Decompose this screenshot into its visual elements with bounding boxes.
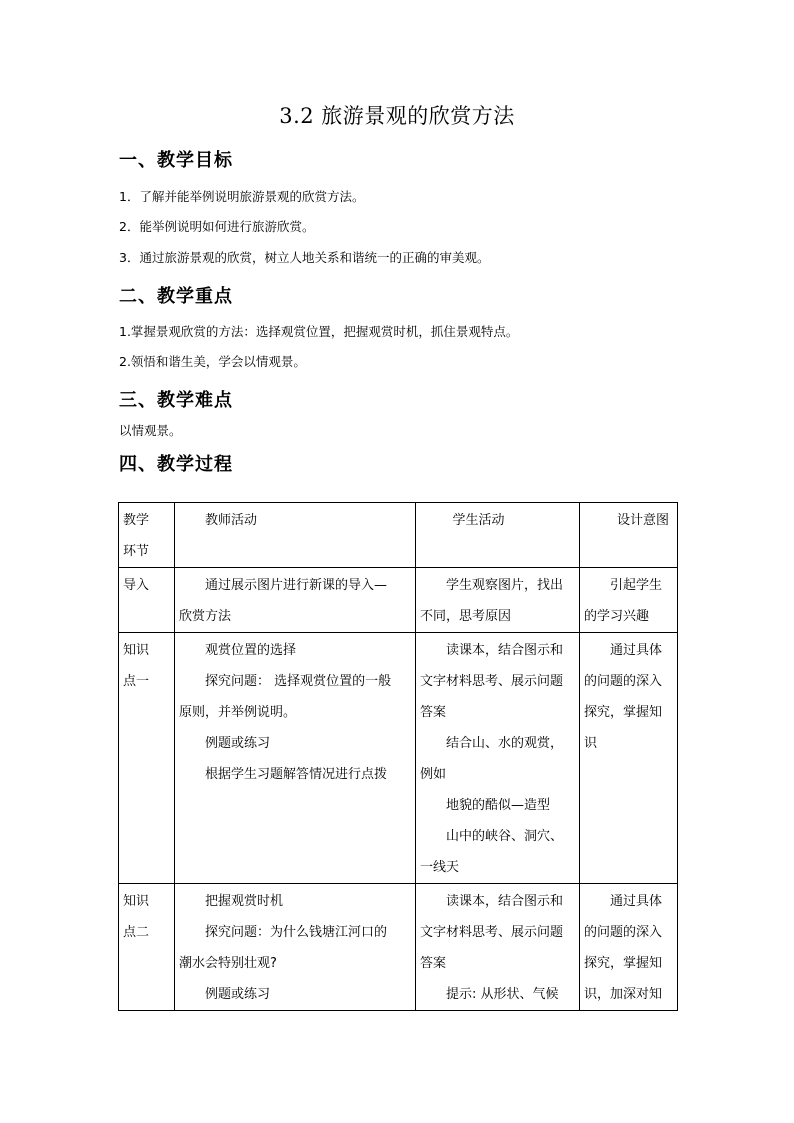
key-point-item-1: 1.掌握景观欣赏的方法：选择观赏位置，把握观赏时机，抓住景观特点。 (119, 324, 519, 339)
difficulty-text: 以情观景。 (119, 423, 182, 438)
intent-line: 引起学生 (610, 578, 663, 593)
header-teacher-label: 教师活动 (205, 513, 258, 528)
stage-line: 知识 (123, 643, 150, 658)
section-heading-process: 四、教学过程 (119, 454, 233, 475)
student-line: 一线天 (420, 860, 460, 875)
teaching-process-table (118, 502, 678, 1011)
section-heading-goals: 一、教学目标 (119, 150, 233, 171)
intent-line: 通过具体 (610, 894, 663, 909)
stage-cell (119, 568, 175, 633)
student-line: 山中的峡谷、洞穴、 (446, 829, 564, 844)
intent-line: 识 (584, 736, 598, 751)
document-title: 3.2 旅游景观的欣赏方法 (279, 104, 515, 128)
teacher-line: 把握观赏时机 (205, 894, 284, 909)
teacher-cell (175, 884, 416, 1011)
table-row (119, 884, 678, 1011)
student-line: 结合山、水的观赏， (446, 736, 564, 751)
intent-line: 探究，掌握知 (584, 956, 663, 971)
intent-line: 的学习兴趣 (584, 609, 650, 624)
student-cell (416, 568, 580, 633)
table-header-row (119, 503, 678, 568)
intent-cell (580, 568, 678, 633)
teacher-line: 潮水会特别壮观? (179, 956, 277, 971)
goal-item-2: 2．能举例说明如何进行旅游欣赏。 (119, 219, 315, 234)
header-teacher (175, 503, 416, 568)
teacher-line: 探究问题：为什么钱塘江河口的 (205, 925, 388, 940)
intent-line: 通过具体 (610, 643, 663, 658)
table-row (119, 633, 678, 884)
teacher-cell (175, 568, 416, 633)
section-heading-difficulties: 三、教学难点 (119, 390, 233, 411)
intent-line: 的问题的深入 (584, 674, 663, 689)
goal-item-3: 3．通过旅游景观的欣赏，树立人地关系和谐统一的正确的审美观。 (119, 250, 490, 265)
header-student (416, 503, 580, 568)
stage-line: 点一 (123, 674, 150, 689)
header-student-label: 学生活动 (452, 513, 505, 528)
student-line: 学生观察图片，找出 (446, 578, 564, 593)
intent-line: 识，加深对知 (584, 987, 663, 1002)
header-intent-label: 设计意图 (616, 513, 669, 528)
intent-cell (580, 884, 678, 1011)
teacher-line: 根据学生习题解答情况进行点拨 (205, 767, 388, 782)
header-stage (119, 503, 175, 568)
stage-line: 点二 (123, 925, 150, 940)
intent-line: 的问题的深入 (584, 925, 663, 940)
student-line: 文字材料思考、展示问题 (420, 925, 564, 940)
teacher-cell (175, 633, 416, 884)
teacher-line: 原则，并举例说明。 (179, 705, 297, 720)
goal-item-1: 1．了解并能举例说明旅游景观的欣赏方法。 (119, 189, 365, 204)
stage-line: 知识 (123, 894, 150, 909)
teacher-line: 探究问题： 选择观赏位置的一般 (205, 674, 392, 689)
teacher-line: 例题或练习 (205, 736, 271, 751)
stage-cell (119, 633, 175, 884)
table-row (119, 568, 678, 633)
key-point-item-2: 2.领悟和谐生美，学会以情观景。 (119, 354, 306, 369)
header-stage-line: 环节 (123, 544, 150, 559)
student-line: 不同，思考原因 (420, 609, 512, 624)
student-line: 提示: 从形状、气候 (446, 987, 559, 1002)
teacher-line: 观赏位置的选择 (205, 643, 297, 658)
student-line: 读课本，结合图示和 (446, 894, 564, 909)
student-cell (416, 884, 580, 1011)
student-line: 读课本，结合图示和 (446, 643, 564, 658)
student-line: 答案 (420, 956, 447, 971)
student-line: 文字材料思考、展示问题 (420, 674, 564, 689)
student-line: 例如 (420, 767, 447, 782)
student-cell (416, 633, 580, 884)
stage-line: 导入 (123, 578, 150, 593)
section-heading-key-points: 二、教学重点 (119, 286, 233, 307)
student-line: 地貌的酷似—造型 (446, 798, 551, 813)
teacher-line: 通过展示图片进行新课的导入— (205, 578, 388, 593)
student-line: 答案 (420, 705, 447, 720)
teacher-line: 例题或练习 (205, 987, 271, 1002)
intent-cell (580, 633, 678, 884)
stage-cell (119, 884, 175, 1011)
header-intent (580, 503, 678, 568)
teacher-line: 欣赏方法 (179, 609, 232, 624)
intent-line: 探究，掌握知 (584, 705, 663, 720)
header-stage-line: 教学 (123, 513, 150, 528)
